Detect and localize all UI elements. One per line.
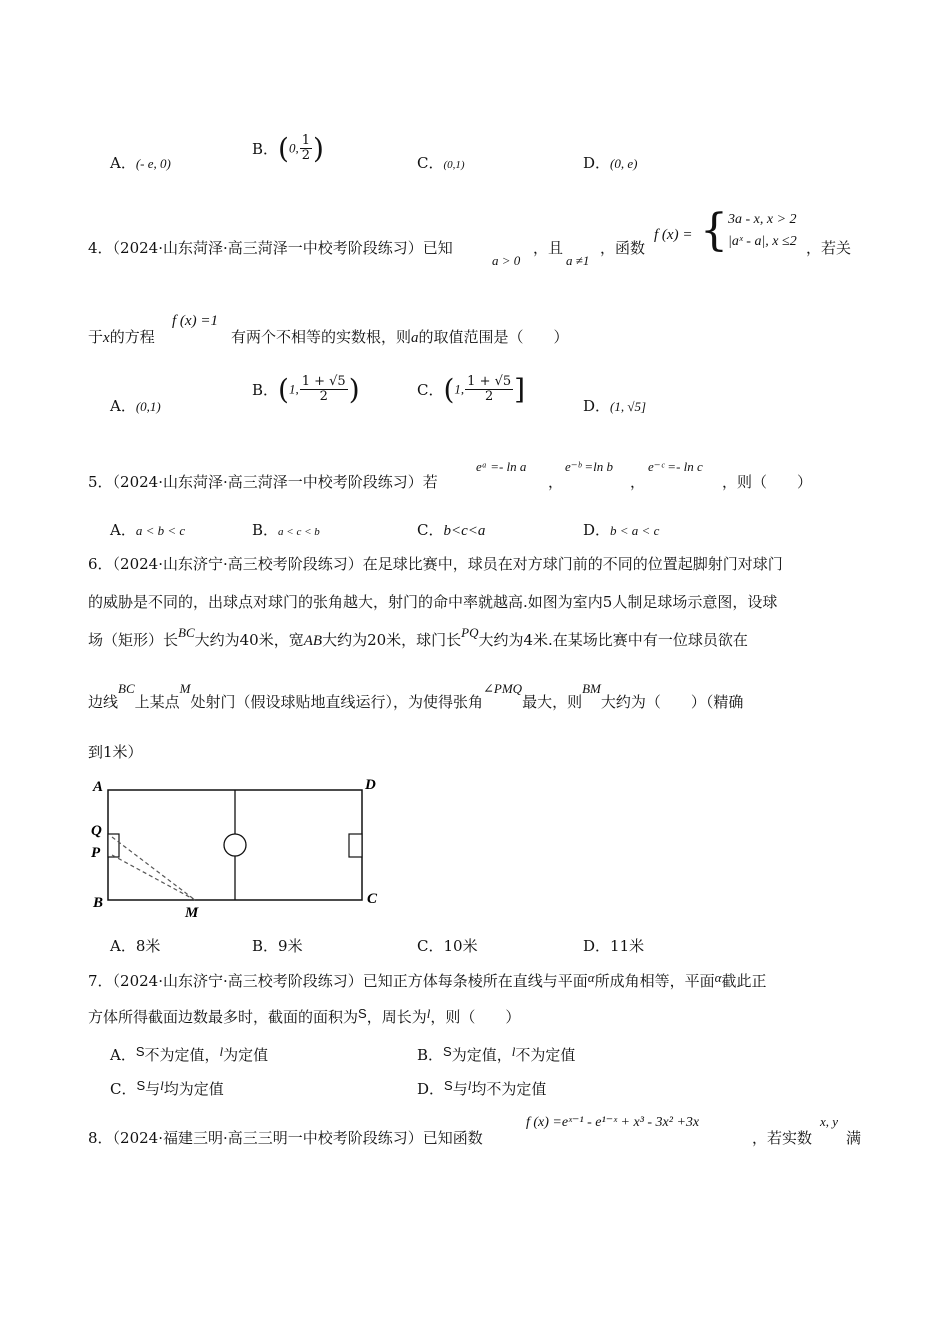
segment-bm: BM [582,681,601,696]
option-math: (0, e) [610,156,638,171]
option-text: 为定值 [223,1046,269,1064]
line-qm [112,837,195,900]
var-s: S [443,1044,452,1059]
option-math: (0,1) [443,159,465,171]
option-label: D． [583,154,611,172]
question-text: 大约为4米.在某场比赛中有一位球员欲在 [478,631,748,649]
option-text: 均为定值 [163,1080,224,1098]
q7-option-a[interactable] [110,1044,268,1065]
var-s: S [136,1078,146,1093]
plane-alpha: α [587,970,595,985]
q4-line2 [88,326,155,347]
option-label: D． [583,397,611,415]
option-text: 与 [452,1080,468,1098]
label-a: A [93,779,104,795]
q6-line4 [88,681,744,712]
piecewise-function: { 3a - x, x > 2 |aˣ - a|, x ≤2 [700,205,797,256]
label-p: P [91,845,101,861]
question-text: 已知 [422,239,453,257]
plane-alpha: α [714,970,722,985]
option-label: C． [417,381,444,399]
question-source: （2024·山东济宁·高三校考阶段练习） [112,555,363,573]
var-l: l [160,1078,164,1093]
piece-2: |aˣ - a|, x ≤2 [728,234,797,249]
label-b: B [93,895,104,911]
question-text: 已知正方体每条棱所在直线与平面 [362,972,588,990]
question-7 [0,970,950,1100]
question-text: 若 [422,473,438,491]
point-m: M [179,681,191,696]
q7-option-b[interactable] [417,1044,575,1065]
question-source: （2024·山东济宁·高三校考阶段练习） [112,972,363,990]
question-text: 所成角相等，平面 [594,972,715,990]
q4-line2b [231,326,569,347]
soccer-field-figure [85,773,385,923]
option-text: 不为定值 [515,1046,576,1064]
q6-option-a[interactable]: A．8米 [110,937,161,955]
question-8 [0,1110,950,1160]
option-label: B． [252,381,279,399]
question-text: ，且 [533,239,564,257]
question-number: 4． [88,239,113,257]
condition-a-not-one: a ≠1 [566,253,590,268]
option-label: C． [417,154,444,172]
q5-option-c[interactable] [417,519,485,540]
q5-option-d[interactable] [583,519,659,540]
question-text: 边线 [88,693,119,711]
option-math: (0,1) [135,399,161,414]
label-d: D [365,777,376,793]
label-m: M [185,905,199,921]
q7-option-c[interactable] [110,1078,224,1099]
var-s: S [444,1078,453,1093]
question-source: （2024·福建三明·高三三明一中校考阶段练习） [112,1129,423,1147]
question-text: 大约为40米，宽 [194,631,304,649]
q5-option-b[interactable] [252,519,320,540]
option-label: B． [417,1046,444,1064]
option-math: a < b < c [135,523,186,538]
question-text: 场（矩形）长 [88,631,179,649]
var-s: S [135,1044,145,1059]
option-text: 均不为定值 [471,1080,547,1098]
question-text: ，则（ ） [430,1008,521,1026]
line-pm [112,855,195,900]
question-number: 6． [88,555,113,573]
q3-option-a[interactable] [110,152,171,173]
question-text: ，函数 [600,239,646,257]
var-l: l [511,1044,516,1059]
q6-option-b[interactable]: B．9米 [252,937,303,955]
q5-line1 [88,471,438,492]
q6-option-c[interactable]: C．10米 [417,937,478,955]
option-math: 1, [454,381,465,397]
function-lhs: f (x) = [654,227,693,243]
question-6 [0,553,950,963]
q4-option-a[interactable] [110,395,161,416]
option-label: A． [110,154,136,172]
option-math: b < a < c [610,523,660,538]
equation-2: e⁻ᵇ =ln b [565,459,614,474]
separator: ， [630,473,646,491]
label-c: C [367,891,378,907]
q4-option-b[interactable]: B．(1, $\frac{1 + √5}{2}$ ) [252,373,360,406]
segment-ab: AB [303,633,323,649]
q6-line1 [88,553,783,574]
question-source: （2024·山东菏泽·高三菏泽一中校考阶段练习） [112,473,423,491]
question-text: 的取值范围是（ ） [418,328,569,346]
option-label: A． [110,521,136,539]
segment-bc: BC [178,625,195,640]
vars-xy: x, y [820,1114,839,1129]
question-text: 已知函数 [422,1129,483,1147]
question-4 [0,205,950,425]
question-text: ，则（ ） [722,473,813,491]
option-math: a < c < b [278,526,320,538]
q6-line2: 的威胁是不同的，出球点对球门的张角越大，射门的命中率就越高.如图为室内5人制足球场示意图，设球 [88,593,778,611]
question-text: 有两个不相等的实数根，则 [231,328,412,346]
equation-f-equals-1: f (x) =1 [172,313,218,329]
var-l: l [467,1078,472,1093]
q6-option-d[interactable]: D．11米 [583,937,645,955]
option-label: D． [417,1080,445,1098]
q7-option-d[interactable] [417,1078,546,1099]
question-text: ，周长为 [366,1008,427,1026]
var-x: x [103,330,110,346]
separator: ， [548,473,564,491]
q3-options [0,132,950,182]
center-circle [224,834,246,856]
equation-3: e⁻ᶜ =- ln c [648,459,703,474]
q3-option-d[interactable] [583,152,637,173]
q4-line1 [88,237,453,258]
var-l: l [426,1006,431,1021]
option-label: A． [110,397,136,415]
option-label: B． [252,521,279,539]
question-source: （2024·山东菏泽·高三菏泽一中校考阶段练习） [112,239,423,257]
option-text: 为定值， [451,1046,512,1064]
option-label: D． [583,521,611,539]
angle-pmq: ∠PMQ [483,681,523,696]
q3-option-c[interactable] [417,152,465,173]
question-text: 于 [88,328,104,346]
q6-line5: 到1米） [88,743,143,761]
q5-option-a[interactable] [110,519,185,540]
q6-line3 [88,625,748,650]
option-math: (- e, 0) [135,156,171,171]
question-text: 大约为20米，球门长 [322,631,462,649]
option-label: C． [417,521,444,539]
option-math: 1, [288,381,299,397]
option-label: A． [110,1046,136,1064]
function-definition: f (x) =eˣ⁻¹ - e¹⁻ˣ + x³ - 3x² +3x [526,1115,700,1130]
question-text: ，若实数 [752,1129,813,1147]
fraction-numerator: 1 + √5 [301,374,346,390]
q7-line2 [88,1006,520,1027]
question-number: 5． [88,473,113,491]
question-number: 8． [88,1129,113,1147]
question-text: 方体所得截面边数最多时，截面的面积为 [88,1008,359,1026]
q8-line1 [88,1127,483,1148]
q4-option-d[interactable] [583,395,646,416]
option-text: 不为定值， [144,1046,220,1064]
option-label: B． [252,140,279,158]
right-goal [349,834,362,857]
segment-pq: PQ [461,625,479,640]
option-math: 0, [288,140,299,156]
piece-1: 3a - x, x > 2 [728,212,797,227]
question-number: 7． [88,972,113,990]
question-text: 大约为（ ）（精确 [600,693,744,711]
question-text: 满 [846,1129,862,1147]
question-text: 的方程 [109,328,155,346]
fraction-numerator: 1 + √5 [467,374,512,390]
option-math: (1, √5] [610,399,647,414]
question-text: 处射门（假设球贴地直线运行），为使得张角 [190,693,484,711]
option-text: 与 [145,1080,161,1098]
question-text: 在足球比赛中，球员在对方球门前的不同的位置起脚射门对球门 [362,555,783,573]
condition-a-positive: a > 0 [492,253,521,268]
q4-option-c[interactable]: C．(1, $\frac{1 + √5}{2}$ ] [417,373,526,406]
option-math: b<c<a [443,523,486,539]
question-text: 截此正 [721,972,767,990]
equation-1: eᵃ =- ln a [476,459,527,474]
option-label: C． [110,1080,137,1098]
question-text: 上某点 [134,693,180,711]
fraction-denominator: 2 [485,389,494,404]
q3-option-b[interactable]: B．(0, $\frac{1}{2}$ ) [252,132,324,165]
question-5 [0,455,950,545]
fraction-denominator: 2 [301,148,310,163]
var-a: a [411,330,419,346]
question-text: 最大，则 [522,693,583,711]
var-l: l [219,1044,224,1059]
var-s: S [358,1006,367,1021]
label-q: Q [91,823,102,839]
fraction-numerator: 1 [301,133,310,149]
fraction-denominator: 2 [319,389,328,404]
q7-line1 [88,970,766,991]
question-text: ，若关 [806,239,852,257]
segment-bc: BC [118,681,135,696]
